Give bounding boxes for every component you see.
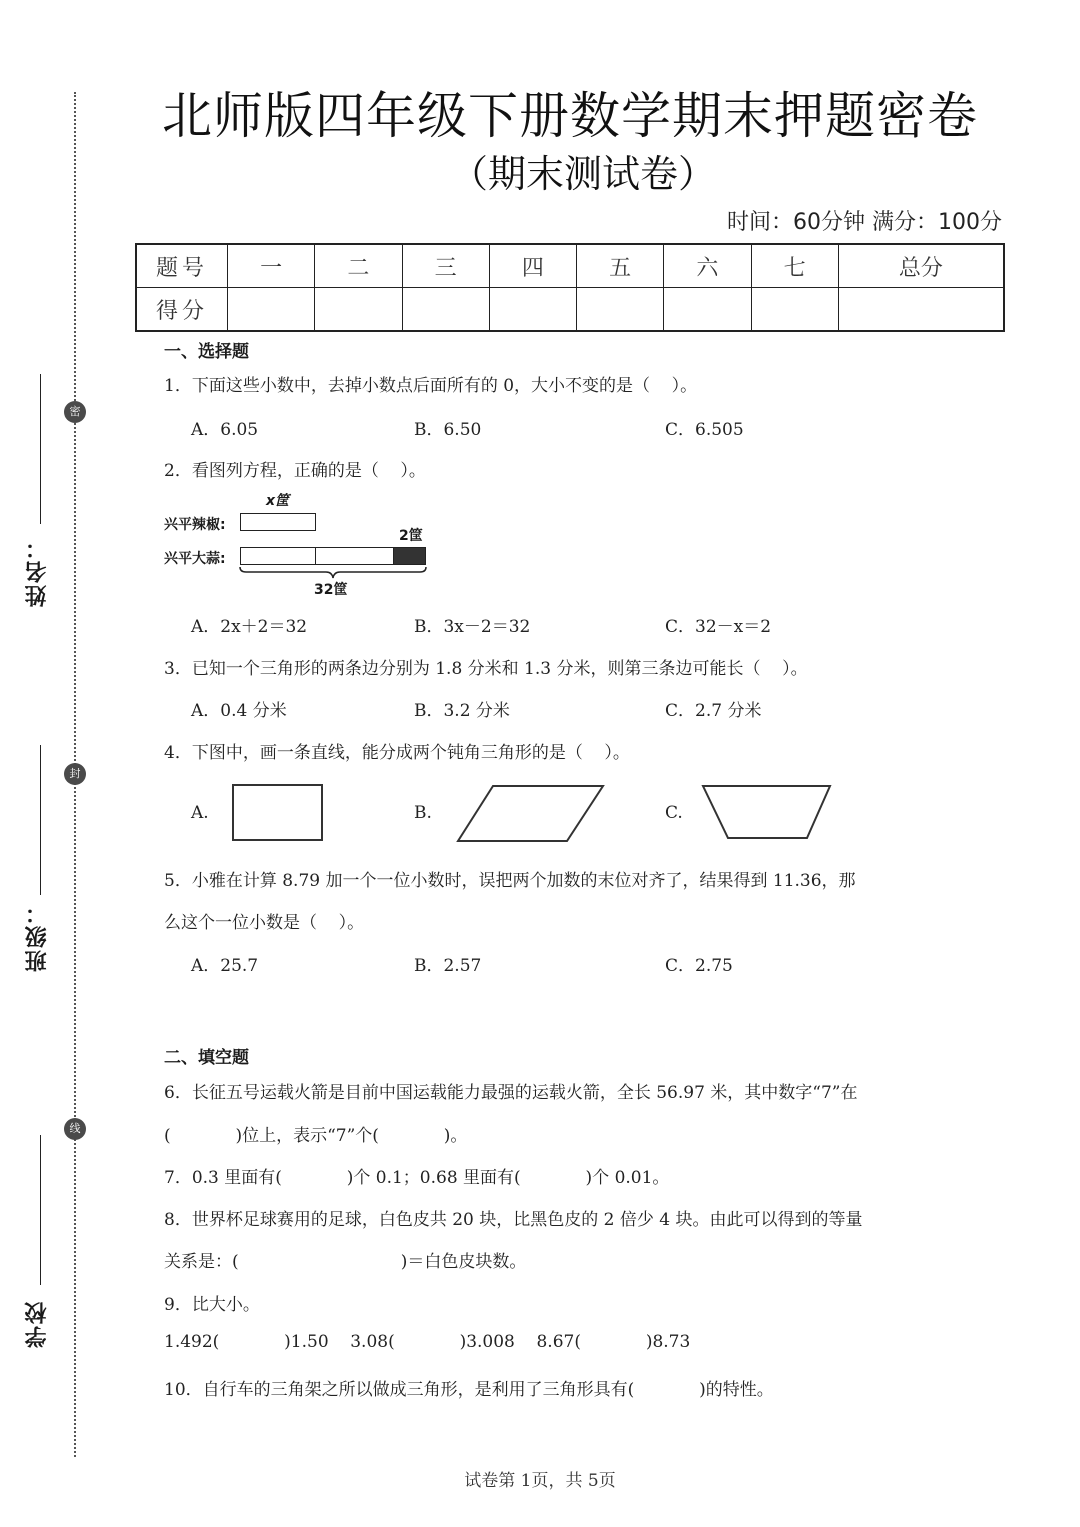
seal-mi-icon: 密	[64, 401, 86, 423]
figure-row2-label: 兴平大蒜:	[164, 551, 226, 567]
question-3-text: 3．已知一个三角形的两条边分别为 1.8 分米和 1.3 分米，则第三条边可能长（ ）。	[164, 659, 808, 679]
question-2-option-c[interactable]: C．32－x＝2	[665, 617, 772, 637]
question-2-option-a[interactable]: A．2x＋2＝32	[191, 617, 308, 637]
question-10-text[interactable]: 10．自行车的三角架之所以做成三角形，是利用了三角形具有( )的特性。	[164, 1380, 774, 1400]
name-field-label: 姓名：	[25, 535, 50, 607]
question-9-compare-line[interactable]: 1.492( )1.50 3.08( )3.008 8.67( )8.73	[164, 1332, 691, 1352]
school-field-label: 学校	[25, 1300, 50, 1348]
section-title-choice: 一、选择题	[164, 342, 249, 362]
class-field-label: 班级：	[25, 900, 50, 972]
figure-row2-top-label: 2筐	[399, 528, 423, 544]
score-cell[interactable]	[315, 288, 402, 332]
question-4-option-c[interactable]: C.	[665, 803, 683, 823]
figure-row1-label: 兴平辣椒:	[164, 517, 226, 533]
question-5-text-line1: 5．小雅在计算 8.79 加一个一位小数时，误把两个加数的末位对齐了，结果得到 11.36，那	[164, 871, 856, 891]
figure-row1-bar	[240, 513, 316, 531]
rectangle-shape-icon	[230, 782, 326, 844]
question-4-option-b[interactable]: B.	[414, 803, 432, 823]
score-table-header-cell: 总分	[838, 244, 1004, 288]
question-2-option-b[interactable]: B．3x－2＝32	[414, 617, 531, 637]
question-5-text-line2: 么这个一位小数是（ ）。	[164, 913, 365, 933]
seal-feng-icon: 封	[64, 763, 86, 785]
score-table-header-cell: 二	[315, 244, 402, 288]
page-footer: 试卷第 1页，共 5页	[464, 1471, 616, 1491]
question-9-text: 9．比大小。	[164, 1295, 260, 1315]
class-field-line[interactable]	[40, 745, 41, 895]
question-7-text[interactable]: 7．0.3 里面有( )个 0.1；0.68 里面有( )个 0.01。	[164, 1168, 670, 1188]
exam-meta: 时间：60分钟 满分：100分	[727, 210, 1002, 235]
question-4-option-a[interactable]: A.	[191, 803, 209, 823]
question-4-text: 4．下图中，画一条直线，能分成两个钝角三角形的是（ ）。	[164, 743, 630, 763]
score-table-header-cell: 一	[228, 244, 315, 288]
score-table-header-cell: 三	[402, 244, 489, 288]
figure-row2-bar-seg2	[315, 547, 394, 565]
score-table-header-cell: 四	[489, 244, 576, 288]
question-6-text-line2[interactable]: ( )位上，表示“7”个( )。	[164, 1126, 468, 1146]
score-table-header-cell: 题号	[136, 244, 228, 288]
page-title: 北师版四年级下册数学期末押题密卷	[162, 87, 978, 145]
question-5-option-c[interactable]: C．2.75	[665, 956, 733, 976]
figure-row2-bar-seg3	[393, 547, 426, 565]
name-field-line[interactable]	[40, 374, 41, 524]
seal-xian-icon: 线	[64, 1118, 86, 1140]
score-row-label: 得分	[136, 288, 228, 332]
score-cell[interactable]	[664, 288, 751, 332]
figure-brace-icon	[238, 566, 428, 580]
section-title-fill: 二、填空题	[164, 1048, 249, 1068]
question-3-option-c[interactable]: C．2.7 分米	[665, 701, 762, 721]
figure-row2-bottom-label: 32筐	[314, 582, 348, 598]
question-3-option-a[interactable]: A．0.4 分米	[191, 701, 287, 721]
score-table-header-cell: 六	[664, 244, 751, 288]
question-1-text: 1．下面这些小数中，去掉小数点后面所有的 0，大小不变的是（ ）。	[164, 376, 698, 396]
score-table	[135, 243, 1005, 332]
figure-row2-bar-seg1	[240, 547, 316, 565]
score-cell[interactable]	[838, 288, 1004, 332]
question-2-text: 2．看图列方程，正确的是（ ）。	[164, 461, 426, 481]
question-1-option-a[interactable]: A．6.05	[191, 420, 259, 440]
question-5-option-a[interactable]: A．25.7	[191, 956, 259, 976]
score-table-score-row	[136, 288, 1004, 332]
trapezoid-shape-icon	[700, 783, 834, 843]
figure-row1-top-label: x筐	[266, 493, 290, 509]
score-table-header-cell: 五	[577, 244, 664, 288]
score-cell[interactable]	[577, 288, 664, 332]
school-field-line[interactable]	[40, 1135, 41, 1285]
score-cell[interactable]	[489, 288, 576, 332]
score-cell[interactable]	[751, 288, 838, 332]
score-table-header-cell: 七	[751, 244, 838, 288]
score-cell[interactable]	[228, 288, 315, 332]
parallelogram-shape-icon	[455, 783, 607, 845]
page-subtitle: （期末测试卷）	[449, 152, 716, 196]
question-8-text-line1: 8．世界杯足球赛用的足球，白色皮共 20 块，比黑色皮的 2 倍少 4 块。由此可以得到的等量	[164, 1210, 863, 1230]
question-6-text-line1: 6．长征五号运载火箭是目前中国运载能力最强的运载火箭，全长 56.97 米，其中数字“7”在	[164, 1083, 858, 1103]
score-table-header-row	[136, 244, 1004, 288]
question-1-option-c[interactable]: C．6.505	[665, 420, 744, 440]
question-1-option-b[interactable]: B．6.50	[414, 420, 482, 440]
question-5-option-b[interactable]: B．2.57	[414, 956, 482, 976]
question-8-text-line2[interactable]: 关系是：( )＝白色皮块数。	[164, 1252, 527, 1272]
question-3-option-b[interactable]: B．3.2 分米	[414, 701, 510, 721]
score-cell[interactable]	[402, 288, 489, 332]
